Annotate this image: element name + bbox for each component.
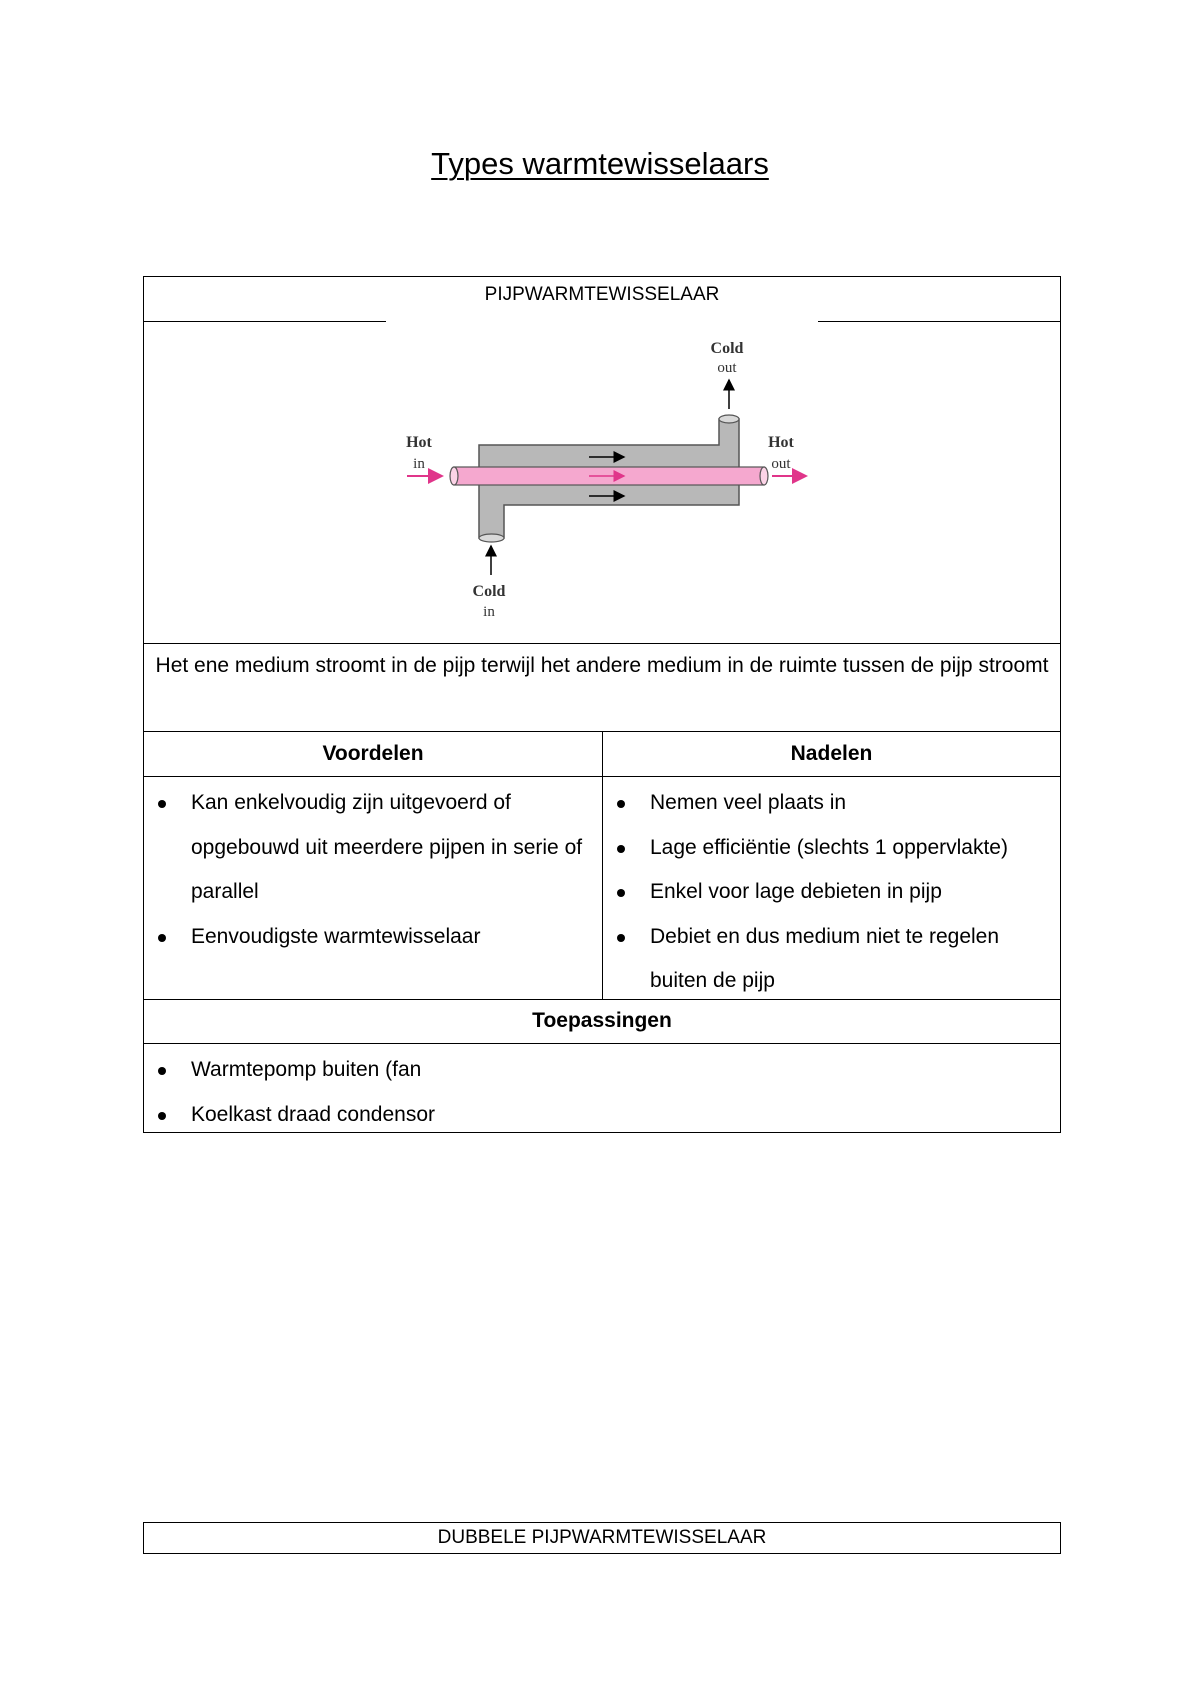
list-item [144,781,602,915]
bullet-icon [158,934,166,942]
description: Het ene medium stroomt in de pijp terwijl het andere medium in de ruimte tussen de pijp stroomt [144,643,1060,731]
advantages-header: Voordelen [322,742,424,765]
applications-list [144,1044,1060,1137]
bullet-icon [158,1112,166,1120]
list-item-text: Kan enkelvoudig zijn uitgevoerd of opgebouwd uit meerdere pijpen in serie of parallel [191,791,583,903]
pipe-heat-exchanger-diagram [144,322,1060,643]
hot-in-label-2: in [413,456,425,472]
list-item-text: Eenvoudigste warmtewisselaar [191,924,481,948]
cold-in-nozzle-opening [479,534,504,542]
cold-in-label: Cold [472,583,506,600]
applications-cell [144,1043,1060,1132]
list-item [603,781,1060,826]
section-header: PIJPWARMTEWISSELAAR [484,284,720,305]
section2-header: DUBBELE PIJPWARMTEWISSELAAR [143,1522,1061,1554]
list-item [603,826,1060,871]
bullet-icon [617,800,625,808]
list-item-text: Nemen veel plaats in [650,791,847,814]
advantages-list [144,777,602,959]
list-item-text: Enkel voor lage debieten in pijp [650,880,942,903]
list-item-text: Debiet en dus medium niet te regelen buiten de pijp [650,924,1000,992]
disadvantages-header: Nadelen [602,732,1060,776]
cold-out-label: Cold [710,340,744,357]
list-item [144,1093,1060,1138]
advantages-cell [144,777,602,999]
diagram-cell [144,322,1060,643]
hot-out-label-2: out [771,456,791,472]
bullet-icon [617,845,625,853]
list-item [144,915,602,960]
disadvantages-list [603,777,1060,1004]
bullet-icon [617,934,625,942]
list-item-text: Lage efficiëntie (slechts 1 oppervlakte) [650,835,1008,859]
list-item-text: Koelkast draad condensor [191,1102,435,1126]
applications-header: Toepassingen [144,999,1060,1043]
bullet-icon [158,1067,166,1075]
list-item-text: Warmtepomp buiten (fan [191,1058,422,1081]
list-item [144,1048,1060,1093]
page-title: Types warmtewisselaars [431,146,769,181]
list-item [603,870,1060,915]
cold-out-label-2: out [717,360,737,376]
bullet-icon [158,800,166,808]
divider-right [818,321,1060,322]
heat-exchanger-table [143,276,1061,1133]
cold-out-nozzle-opening [719,415,739,423]
hot-out-label: Hot [768,434,794,451]
disadvantages-cell [602,777,1060,999]
pros-cons-header-row [144,731,1060,776]
cold-in-label-2: in [483,604,495,620]
divider-left [144,321,386,322]
hot-in-label: Hot [406,434,432,451]
pros-cons-row [144,776,1060,999]
bullet-icon [617,889,625,897]
list-item [603,915,1060,1004]
